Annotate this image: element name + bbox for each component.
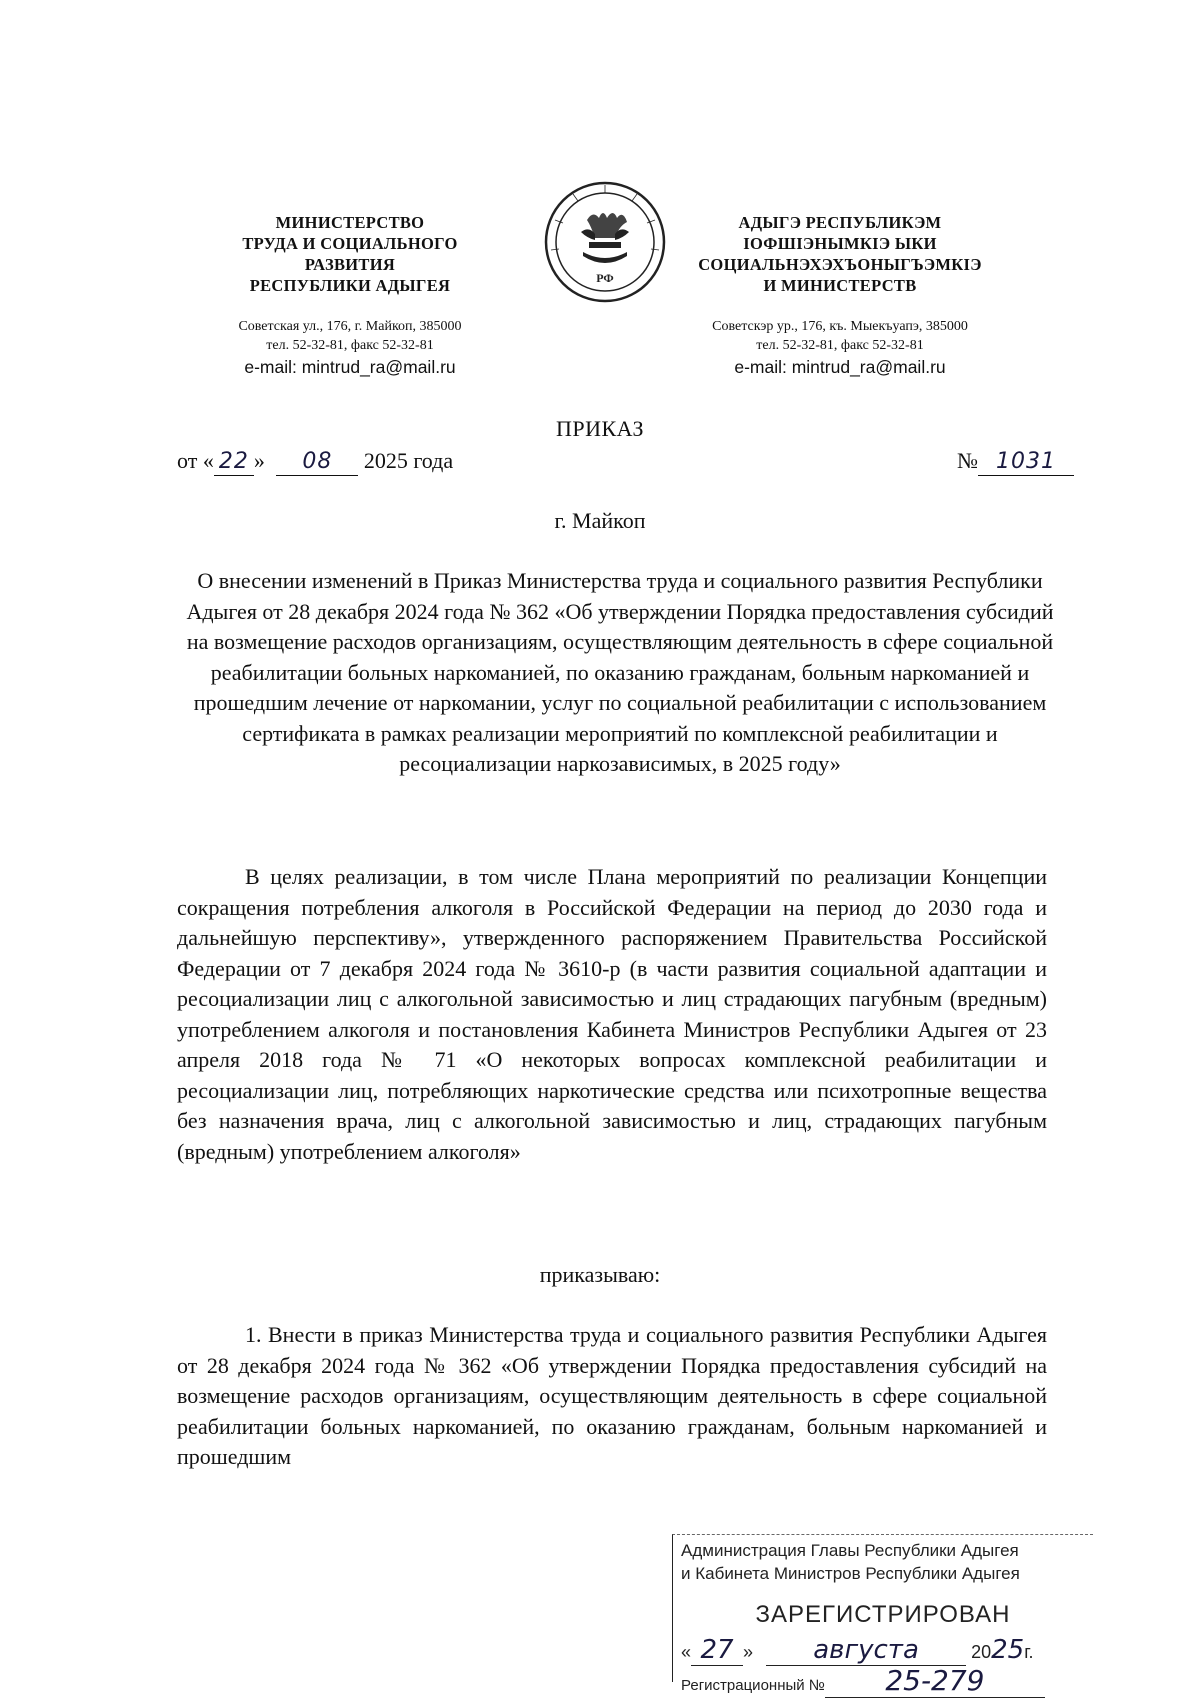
- header-left-contacts: [170, 317, 530, 379]
- registration-stamp: [672, 1534, 1093, 1697]
- stamp-year-prefix: 20: [971, 1642, 992, 1662]
- header-right-email: e-mail: mintrud_ra@mail.ru: [734, 357, 946, 377]
- stamp-month: августа: [766, 1635, 966, 1666]
- date-line: [177, 448, 453, 476]
- date-year: 2025 года: [363, 448, 454, 473]
- stamp-reg-label: Регистрационный №: [681, 1677, 825, 1694]
- header-right-line: И МИНИСТЕРСТВ: [763, 276, 917, 295]
- number-label: №: [957, 448, 978, 473]
- header-right-contacts: [650, 317, 1030, 379]
- document-title: ПРИКАЗ: [555, 416, 645, 441]
- date-sep: »: [253, 448, 265, 473]
- header-right-title: [650, 212, 1030, 296]
- header-right-line: IОФШIЭНЫМКIЭ ЫКИ: [743, 234, 937, 253]
- header-right-phone: тел. 52-32-81, факс 52-32-81: [756, 338, 924, 353]
- header-right-address: Советскэр ур., 176, къ. Мыекъуапэ, 385000: [712, 319, 968, 334]
- emblem-letters: РФ: [596, 271, 614, 285]
- stamp-authority-line: Администрация Главы Республики Адыгея: [681, 1541, 1019, 1560]
- stamp-quote-close: »: [743, 1642, 754, 1662]
- stamp-year-unit: г.: [1024, 1642, 1034, 1662]
- coat-of-arms-icon: [543, 180, 667, 304]
- stamp-day: 27: [691, 1635, 743, 1666]
- header-left-line: ТРУДА И СОЦИАЛЬНОГО: [242, 234, 458, 253]
- header-left-line: РЕСПУБЛИКИ АДЫГЕЯ: [249, 276, 451, 295]
- header-left-email: e-mail: mintrud_ra@mail.ru: [244, 357, 456, 377]
- header-left-phone: тел. 52-32-81, факс 52-32-81: [266, 338, 434, 353]
- stamp-year-suffix: 25: [991, 1635, 1025, 1665]
- stamp-date: [681, 1635, 1034, 1666]
- stamp-reg-value: 25-279: [825, 1664, 1045, 1698]
- city: г. Майкоп: [554, 508, 646, 533]
- order-word: приказываю:: [539, 1262, 661, 1287]
- stamp-quote-open: «: [681, 1642, 692, 1662]
- document-subject: О внесении изменений в Приказ Министерства труда и социального развития Республики Адыгея от 28 декабря 2024 года № 362 «Об утверждении Порядка предоставления субсидий на возмещение расходов организациям, осуществляющим деятельность в сфере социальной реабилитации больных наркоманией, по оказанию гражданам, больным наркоманией и прошедшим лечение от наркомании, услуг по социальной реабилитации с использованием сертификата в рамках реализации мероприятий по комплексной реабилитации и ресоциализации наркозависимых, в 2025 году»: [186, 568, 1054, 776]
- number-value: 1031: [978, 449, 1074, 476]
- order-number: [957, 448, 1074, 476]
- clause-1-paragraph: 1. Внести в приказ Министерства труда и социального развития Республики Адыгея от 28 декабря 2024 года № 362 «Об утверждении Порядка предоставления субсидий на возмещение расходов организациям, осуществляющим деятельность в сфере социальной реабилитации больных наркоманией, по оказанию гражданам, больным наркоманией и прошедшим: [177, 1322, 1047, 1469]
- stamp-reg-number: [681, 1664, 1045, 1698]
- preamble-paragraph: В целях реализации, в том числе Плана мероприятий по реализации Концепции сокращения потребления алкоголя в Российской Федерации на период до 2030 года и дальнейшую перспективу», утвержденного распоряжением Правительства Российской Федерации от 7 декабря 2024 года № 3610-р (в части развития социальной адаптации и ресоциализации лиц с алкогольной зависимостью и лиц страдающих пагубным (вредным) употреблением алкоголя и постановления Кабинета Министров Республики Адыгея от 23 апреля 2018 года № 71 «О некоторых вопросах комплексной реабилитации и ресоциализации лиц, потребляющих наркотические средства или психотропные вещества без назначения врача, лиц с алкогольной зависимостью и лиц, страдающих пагубным (вредным) употреблением алкоголя»: [177, 864, 1047, 1164]
- header-right-line: АДЫГЭ РЕСПУБЛИКЭМ: [738, 213, 942, 232]
- date-month: 08: [276, 449, 358, 476]
- header-left-line: РАЗВИТИЯ: [304, 255, 396, 274]
- header-right-line: СОЦИАЛЬНЭХЭХЪОНЫГЪЭМКIЭ: [698, 255, 982, 274]
- header-left-title: [170, 212, 530, 296]
- stamp-registered: ЗАРЕГИСТРИРОВАН: [755, 1601, 1011, 1628]
- stamp-authority-line: и Кабинета Министров Республики Адыгея: [681, 1564, 1020, 1583]
- stamp-authority: [681, 1539, 1020, 1585]
- date-day: 22: [214, 449, 254, 476]
- header-left-address: Советская ул., 176, г. Майкоп, 385000: [238, 319, 462, 334]
- header-left-line: МИНИСТЕРСТВО: [275, 213, 425, 232]
- date-prefix: от «: [177, 448, 214, 473]
